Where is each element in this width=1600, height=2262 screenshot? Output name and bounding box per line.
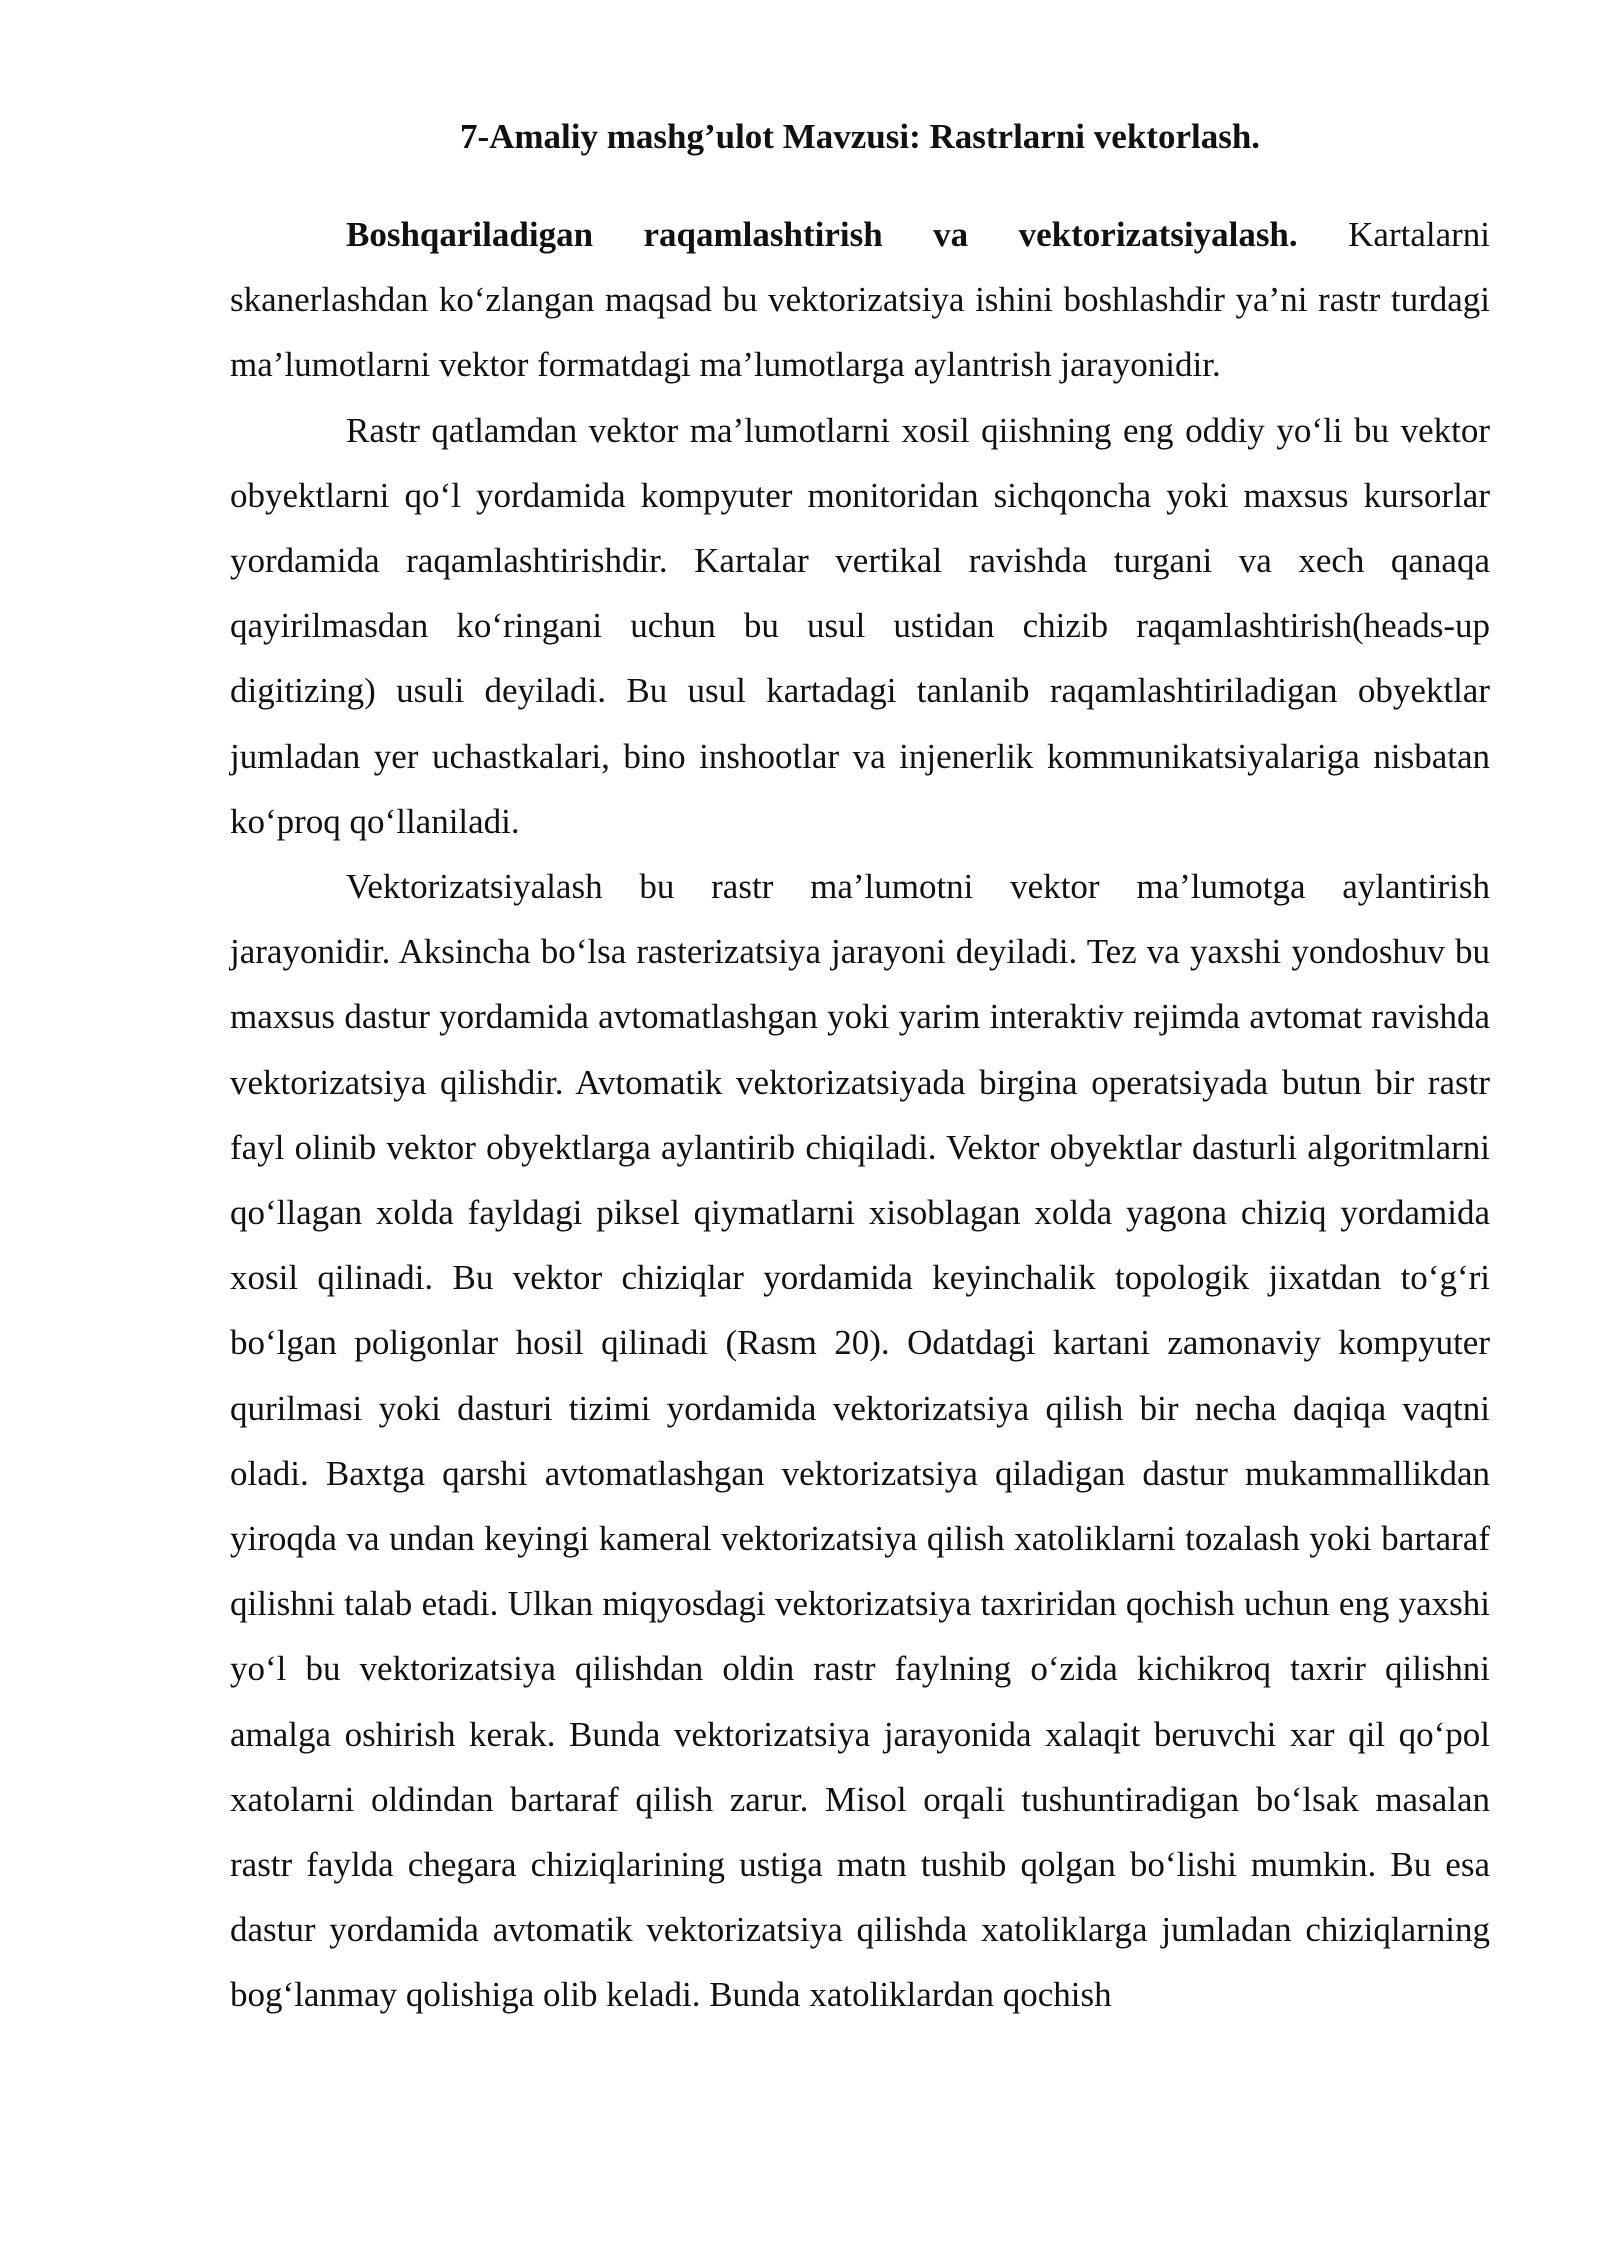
document-title: 7-Amaliy mashg’ulot Mavzusi: Rastrlarni vektorlash. [459, 117, 1261, 156]
paragraph-2: Rastr qatlamdan vektor ma’lumotlarni xosil qiishning eng oddiy yoʻli bu vektor obyektlarni qoʻl yordamida kompyuter monitoridan sichqoncha yoki maxsus kursorlar yordamida raqamlashtirishdir. Kartalar vertikal ravishda turgani va xech qanaqa qayirilmasdan koʻringani uchun bu usul ustidan chizib raqamlashtirish(heads-up digitizing) usuli deyiladi. Bu usul kartadagi tanlanib raqamlashtiriladigan obyektlar jumladan yer uchastkalari, bino inshootlar va injenerlik kommunikatsiyalariga nisbatan koʻproq qoʻllaniladi. [230, 410, 1490, 841]
paragraph-3: Vektorizatsiyalash bu rastr ma’lumotni vektor ma’lumotga aylantirish jarayonidir. Aksincha boʻlsa rasterizatsiya jarayoni deyiladi. Tez va yaxshi yondoshuv bu maxsus dastur yordamida avtomatlashgan yoki yarim interaktiv rejimda avtomat ravishda vektorizatsiya qilishdir. Avtomatik vektorizatsiyada birgina operatsiyada butun bir rastr fayl olinib vektor obyektlarga aylantirib chiqiladi. Vektor obyektlar dasturli algoritmlarni qoʻllagan xolda fayldagi piksel qiymatlarni xisoblagan xolda yagona chiziq yordamida xosil qilinadi. Bu vektor chiziqlar yordamida keyinchalik topologik jixatdan toʻgʻri boʻlgan poligonlar hosil qilinadi (Rasm 20). Odatdagi kartani zamonaviy kompyuter qurilmasi yoki dasturi tizimi yordamida vektorizatsiya qilish bir necha daqiqa vaqtni oladi. Baxtga qarshi avtomatlashgan vektorizatsiya qiladigan dastur mukammallikdan yiroqda va undan keyingi kameral vektorizatsiya qilish xatoliklarni tozalash yoki bartaraf qilishni talab etadi. Ulkan miqyosdagi vektorizatsiya taxriridan qochish uchun eng yaxshi yoʻl bu vektorizatsiya qilishdan oldin rastr faylning oʻzida kichikroq taxrir qilishni amalga oshirish kerak. Bunda vektorizatsiya jarayonida xalaqit beruvchi xar qil qoʻpol xatolarni oldindan bartaraf qilish zarur. Misol orqali tushuntiradigan boʻlsak masalan rastr faylda chegara chiziqlarining ustiga matn tushib qolgan boʻlishi mumkin. Bu esa dastur yordamida avtomatik vektorizatsiya qilishda xatoliklarga jumladan chiziqlarning bogʻlanmay qolishiga olib keladi. Bunda xatoliklardan qochish [230, 867, 1490, 2015]
paragraph-1 [230, 202, 1490, 398]
paragraph-1-lead: Boshqariladigan raqamlashtirish va vektorizatsiyalash. [346, 215, 1298, 254]
paragraph-1-text: Kartalarni skanerlashdan koʻzlangan maqsad bu vektorizatsiya ishini boshlashdir ya’ni rastr turdagi ma’lumotlarni vektor formatdagi ma’lumotlarga aylantrish jarayonidir. [230, 215, 1490, 385]
document-body [230, 202, 1490, 2028]
